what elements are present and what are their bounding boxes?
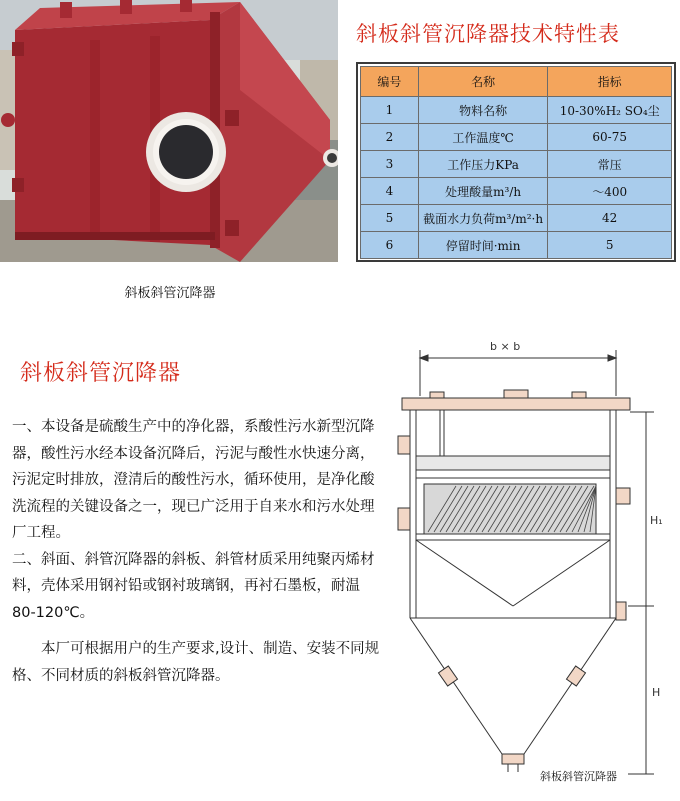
table-cell: 4	[361, 178, 419, 205]
table-cell: 3	[361, 151, 419, 178]
table-cell: 常压	[548, 151, 672, 178]
description-paragraph: 本厂可根据用户的生产要求,设计、制造、安装不同规格、不同材质的斜板斜管沉降器。	[12, 641, 380, 684]
table-cell: 处理酸量m³/h	[418, 178, 548, 205]
description-body	[12, 414, 382, 689]
table-cell: 工作压力KPa	[418, 151, 548, 178]
table-cell: 截面水力负荷m³/m²·h	[418, 205, 548, 232]
dimension-h1-label: H₁	[650, 514, 663, 527]
table-cell: 10-30%H₂ SO₄尘	[548, 97, 672, 124]
description-title: 斜板斜管沉降器	[20, 361, 182, 386]
table-row	[361, 124, 672, 151]
technical-drawing	[384, 328, 676, 794]
table-row	[361, 178, 672, 205]
spec-table-title: 斜板斜管沉降器技术特性表	[356, 22, 620, 46]
table-cell: 工作温度℃	[418, 124, 548, 151]
spec-table	[360, 66, 672, 259]
photo-caption: 斜板斜管沉降器	[124, 286, 216, 301]
table-cell: 停留时间·min	[418, 232, 548, 259]
table-cell: 5	[548, 232, 672, 259]
product-photo	[0, 0, 338, 262]
column-header-value: 指标	[548, 67, 672, 97]
table-cell: 42	[548, 205, 672, 232]
table-cell: 1	[361, 97, 419, 124]
table-cell: 60-75	[548, 124, 672, 151]
table-row	[361, 205, 672, 232]
description-paragraph: 二、斜面、斜管沉降器的斜板、斜管材质采用纯聚丙烯材料，壳体采用钢衬铅或钢衬玻璃钢，再衬石墨板，耐温80-120℃。	[12, 551, 375, 621]
table-header-row	[361, 67, 672, 97]
description-paragraph: 一、本设备是硫酸生产中的净化器，系酸性污水新型沉降器，酸性污水经本设备沉降后，污泥与酸性水快速分离，污泥定时排放，澄清后的酸性污水，循环使用，是净化酸洗流程的关键设备之一，现已广泛用于自来水和污水处理厂工程。	[12, 419, 375, 541]
table-cell: 物料名称	[418, 97, 548, 124]
table-row	[361, 232, 672, 259]
dimension-top-label: b × b	[490, 340, 521, 353]
table-cell: 6	[361, 232, 419, 259]
column-header-name: 名称	[418, 67, 548, 97]
drawing-caption: 斜板斜管沉降器	[540, 770, 617, 783]
dimension-h-label: H	[652, 686, 661, 699]
settler-photo-illustration	[0, 0, 338, 262]
table-cell: ～400	[548, 178, 672, 205]
table-cell: 2	[361, 124, 419, 151]
table-row	[361, 97, 672, 124]
table-row	[361, 151, 672, 178]
table-cell: 5	[361, 205, 419, 232]
column-header-number: 编号	[361, 67, 419, 97]
settler-cross-section	[384, 328, 676, 794]
